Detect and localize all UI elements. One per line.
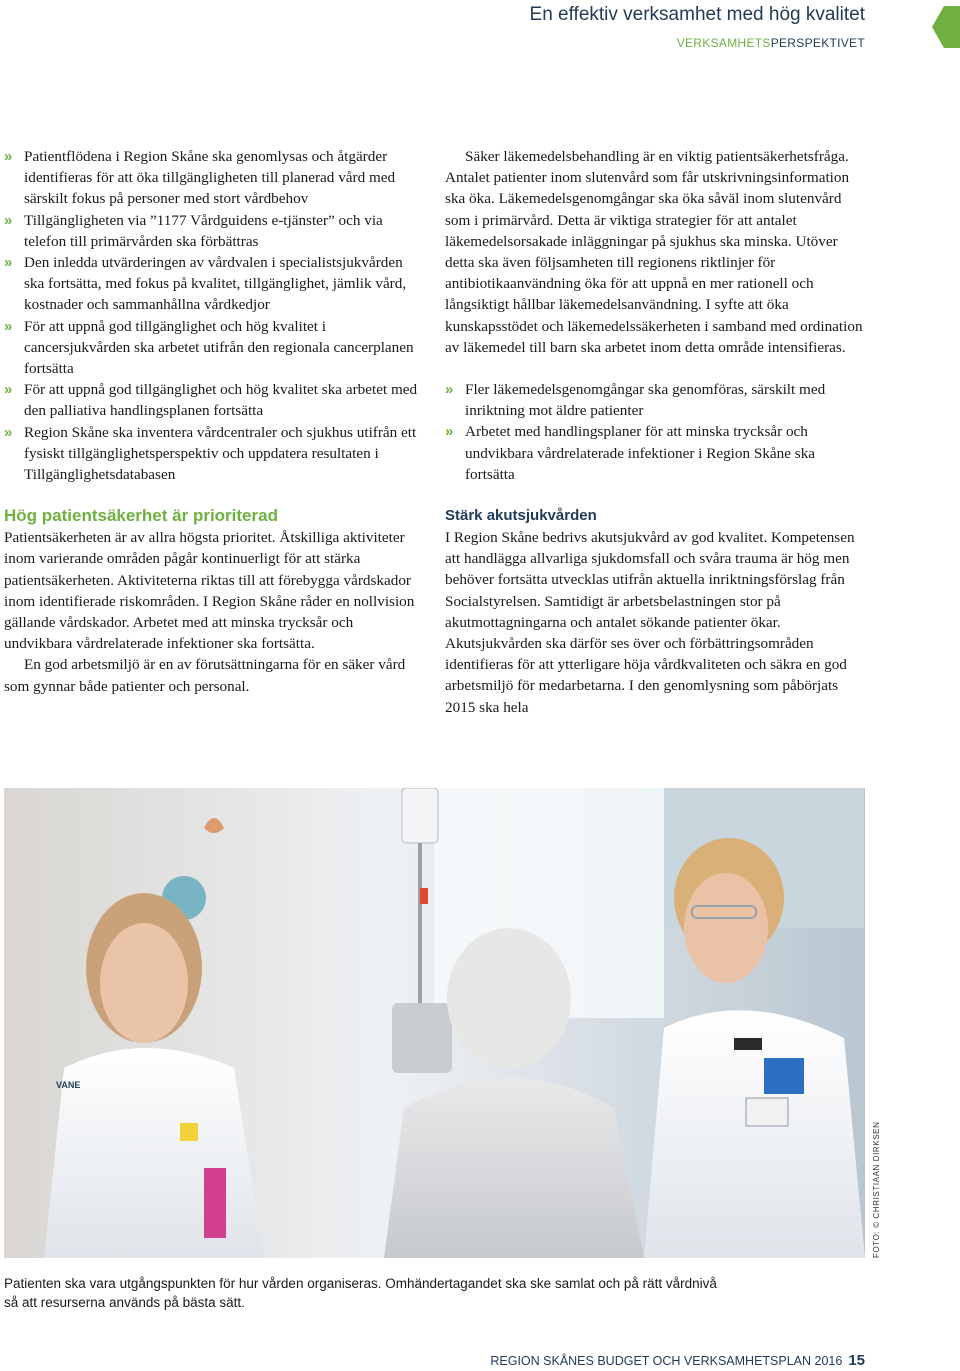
section-heading-patient-safety: Hög patientsäkerhet är prioriterad <box>4 506 278 526</box>
list-item: » Region Skåne ska inventera vårdcentraler och sjukhus utifrån ett fysiskt tillgänglighetsperspektiv och uppdatera resultaten i Tillgänglighetsdatabasen <box>4 423 417 484</box>
hospital-photo <box>4 788 865 1258</box>
body-paragraph: Säker läkemedelsbehandling är en viktig patientsäkerhetsfråga. Antalet patienter inom slutenvård som får utskrivningsinformation ska öka. Läkemedelsgenomgångar ska öka såväl inom slutenvård som i primärvård. Detta är viktiga strategier för att antalet läkemedelsorsakade inläggningar på sjukhus ska minska. Utöver detta ska även följsamheten till regionens riktlinjer för antibiotikaanvändning öka för att uppnå en mer rationell och långsiktigt hållbar läkemedelsanvändning. I syfte att öka kunskapsstödet och läkemedelssäkerheten i samband med ordination av läkemedel till barn ska arbetet inom detta område intensifieras. <box>445 148 863 356</box>
list-item: » Fler läkemedelsgenomgångar ska genomföras, särskilt med inriktning mot äldre patienter <box>445 381 826 420</box>
page-footer <box>490 1352 865 1369</box>
section-heading-emergency-care: Stärk akutsjukvården <box>445 507 597 525</box>
photo-credit: FOTO: © CHRISTIAAN DIRKSEN <box>872 1121 881 1258</box>
list-item: » För att uppnå god tillgänglighet och hög kvalitet i cancersjukvården ska arbetet utifrån den regionala cancerplanen fortsätta <box>4 317 414 378</box>
body-paragraph: Patientsäkerheten är av allra högsta prioritet. Åtskilliga aktiviteter inom varierande områden pågår kontinuerligt för att stärka patientsäkerheten. Aktiviteterna riktas till att förebygga vårdskador inom identifierade riskområden. I Region Skåne råder en nollvision gällande vårdskador. Arbetet med att minska trycksår och undvikbara vårdrelaterade infektioner ska fortsätta. <box>4 529 415 653</box>
right-bullet-list <box>445 379 865 485</box>
left-column <box>4 146 424 697</box>
list-item: » Patientflödena i Region Skåne ska genomlysas och åtgärder identifieras för att öka tillgängligheten till planerad vård med särskilt fokus på personer med stort vårdbehov <box>4 148 396 208</box>
section-tab-marker <box>932 6 960 48</box>
left-bullet-list <box>4 146 424 485</box>
bullet-mark: » <box>4 423 13 441</box>
right-column <box>445 146 865 718</box>
section-label <box>677 36 865 50</box>
list-item: » Den inledda utvärderingen av vårdvalen i specialistsjukvården ska fortsätta, med fokus på kvalitet, tillgänglighet, jämlik vård, kostnader och sammanhållna vårdkedjor <box>4 254 407 314</box>
bullet-mark: » <box>4 254 13 272</box>
bullet-mark: » <box>4 148 13 165</box>
bullet-mark: » <box>445 423 454 441</box>
footer-publication-title: REGION SKÅNES BUDGET OCH VERKSAMHETSPLAN 2016 <box>490 1354 843 1368</box>
body-paragraph: En god arbetsmiljö är en av förutsättningarna för en säker vård som gynnar både patienter och personal. <box>4 656 406 695</box>
bullet-mark: » <box>445 381 454 399</box>
photo-caption: Patienten ska vara utgångspunkten för hur vården organiseras. Omhändertagandet ska ske samlat och på rätt vårdnivå så att resurserna används på bästa sätt. <box>4 1276 717 1310</box>
bullet-mark: » <box>4 381 13 399</box>
bullet-mark: » <box>4 317 13 335</box>
list-item: » Tillgängligheten via ”1177 Vårdguidens e-tjänster” och via telefon till primärvården ska förbättras <box>4 211 383 250</box>
page-number: 15 <box>848 1352 865 1369</box>
hospital-photo-illustration <box>4 788 865 1258</box>
bullet-mark: » <box>4 211 13 229</box>
page-header-title: En effektiv verksamhet med hög kvalitet <box>529 4 865 25</box>
body-paragraph: I Region Skåne bedrivs akutsjukvård av god kvalitet. Kompetensen att handlägga allvarliga sjukdomsfall och svåra trauma är hög men behöver fortsätta utvecklas utifrån aktuella inriktningsförslag från Socialstyrelsen. Samtidigt är arbetsbelastningen stor på akutmottagningarna och antalet sökande patienter ökar. Akutsjukvården ska därför ses över och förbättringsområden identifieras för att ytterligare höja vårdkvaliteten och säkra en god arbetsmiljö för medarbetarna. I den genomlysning som påbörjats 2015 ska hela <box>445 529 855 716</box>
nurse-badge-text: VANE <box>56 1080 81 1090</box>
section-label-green: VERKSAMHETS <box>676 36 771 50</box>
list-item: » För att uppnå god tillgänglighet och hög kvalitet ska arbetet med den palliativa handlingsplanen fortsätta <box>4 381 418 420</box>
list-item: » Arbetet med handlingsplaner för att minska trycksår och undvikbara vårdrelaterade infektioner i Region Skåne ska fortsätta <box>445 423 816 483</box>
section-label-rest: PERSPEKTIVET <box>770 36 865 50</box>
